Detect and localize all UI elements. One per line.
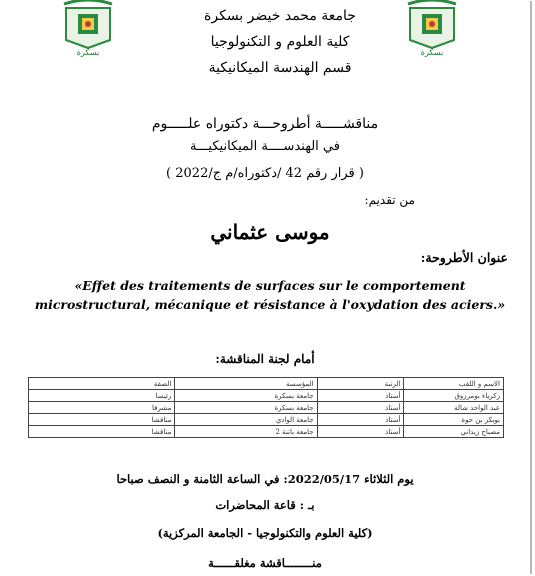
defense-date: يوم الثلاثاء 2022/05/17: في الساعة الثامنة و النصف صباحا [116,472,414,486]
jury-member-institution: جامعة بسكرة [175,402,317,414]
defense-title: مناقشـــــة أطروحـــة دكتوراه علـــــوم [151,116,379,132]
candidate-name: موسى عثماني [210,220,330,244]
jury-member-institution: جامعة الوادي [175,414,317,426]
jury-member-rank: أستاذ [317,426,404,438]
defense-venue: بـ : قاعة المحاضرات [215,498,315,512]
jury-label: أمام لجنة المناقشة: [215,352,315,366]
jury-member-name: زكرياء بومرزوق [404,390,504,402]
table-row [29,414,504,426]
jury-member-institution: جامعة باتنة 2 [175,426,317,438]
university-logo-left [58,0,118,62]
university-emblem-icon [58,0,118,50]
jury-table [28,377,504,438]
university-name: جامعة محمد خيضر بسكرة [204,8,356,24]
col-header-name: الاسم و اللقب [404,378,504,390]
jury-member-institution: جامعة بسكرة [175,390,317,402]
department-name: قسم الهندسة الميكانيكية [208,60,352,76]
jury-member-name: عبد الواحد شالة [404,402,504,414]
logo-caption-right: بسكرة [420,48,444,57]
jury-member-role: مناقشا [29,414,175,426]
table-row [29,390,504,402]
venue-detail: (كلية العلوم والتكنولوجيا - الجامعة المركزية) [157,526,373,540]
closed-defense-note: منــــــــاقشة مغلقــــــة [208,556,322,570]
jury-member-name: بوبكر بن حوة [404,414,504,426]
jury-member-role: مشرفا [29,402,175,414]
defense-decision: ( قرار رقم 42 /دكتوراه/م ج/2022 ) [166,166,364,181]
university-emblem-icon [402,0,462,50]
university-logo-right [402,0,462,62]
jury-member-name: مصباح زيداني [404,426,504,438]
jury-member-rank: أستاذ [317,414,404,426]
col-header-rank: الرتبة [317,378,404,390]
defense-field: في الهندســــة الميكانيكيـــة [190,139,340,154]
col-header-role: الصفة [29,378,175,390]
col-header-institution: المؤسسة [175,378,317,390]
thesis-label: عنوان الأطروحة: [420,250,508,265]
jury-member-rank: أستاذ [317,402,404,414]
jury-member-role: مناقشا [29,426,175,438]
logo-caption-left: بسكرة [76,48,100,57]
thesis-title: «Effet des traitements de surfaces sur le comportement microstructural, mécanique et résistance à l'oxydation des aciers.» [34,278,506,312]
jury-member-role: رئيسا [29,390,175,402]
jury-member-rank: أستاذ [317,390,404,402]
faculty-name: كلية العلوم و التكنولوجيا [210,34,350,50]
presented-by-label: من تقديم: [364,193,415,207]
jury-table-header [29,378,504,390]
table-row [29,402,504,414]
table-row [29,426,504,438]
